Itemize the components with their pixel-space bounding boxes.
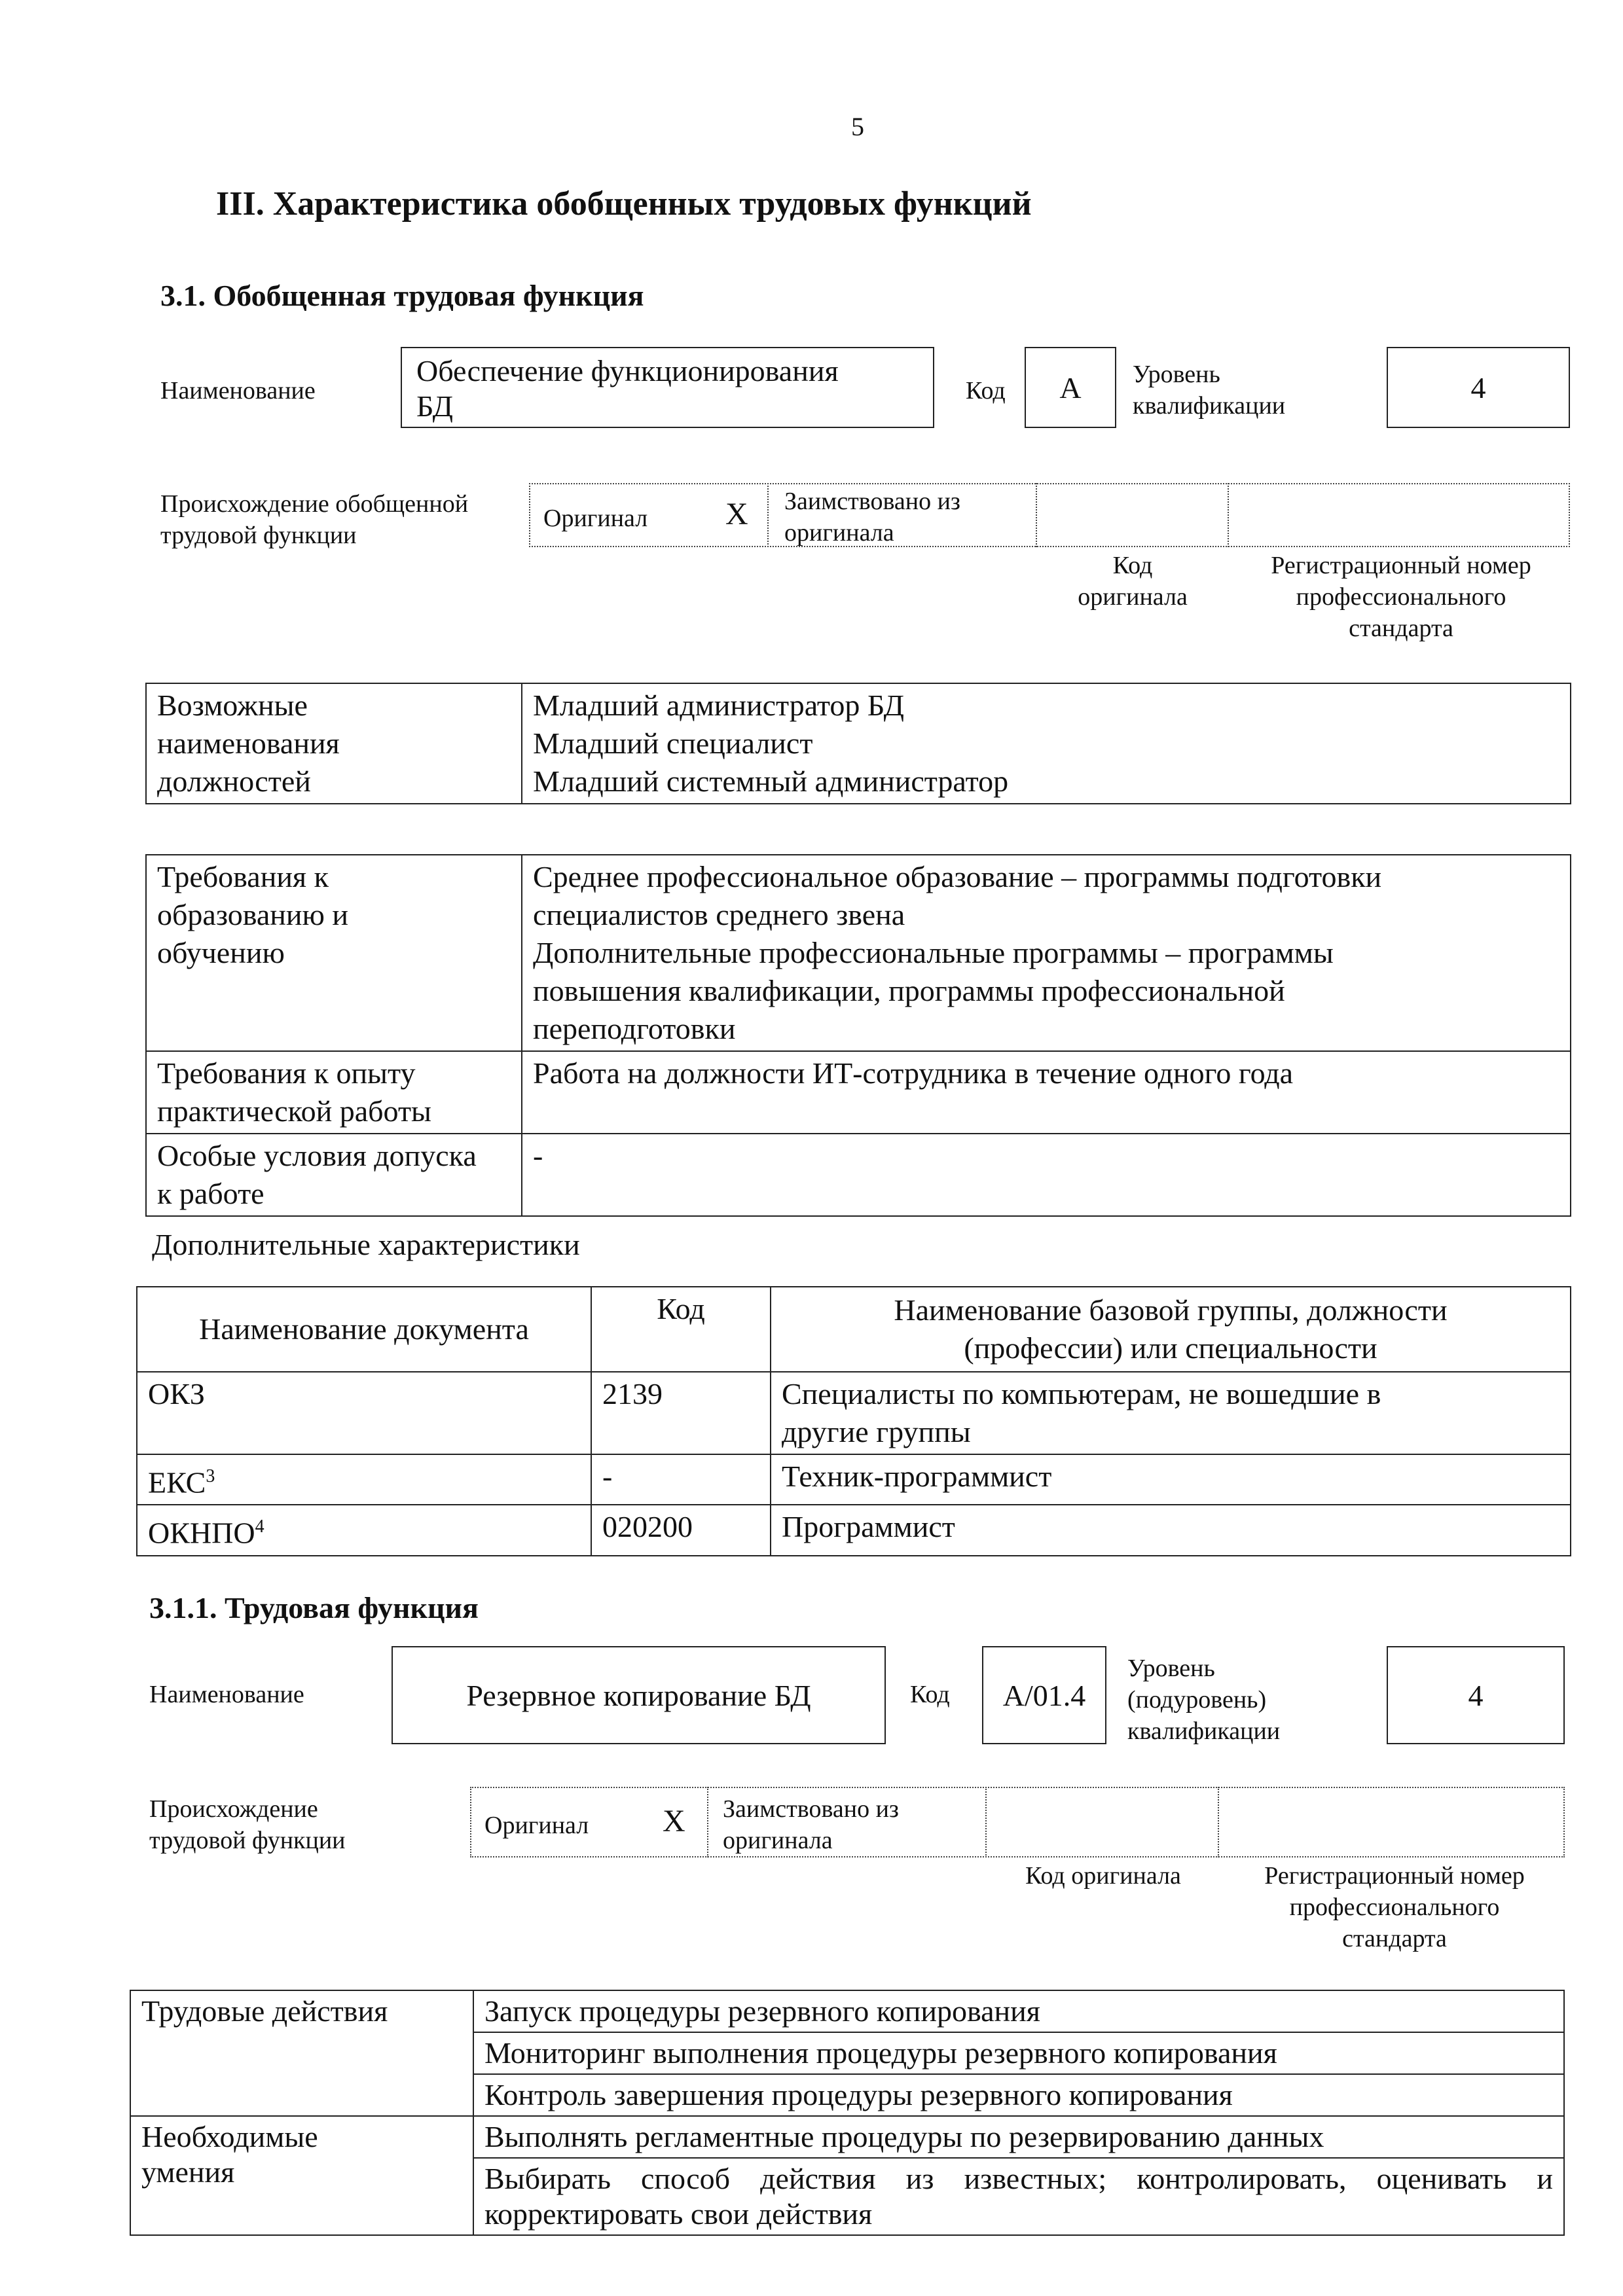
gtf-borrowed-1: Заимствовано из (784, 488, 960, 515)
special-label-1: Особые условия допуска (157, 1139, 477, 1172)
skill-item: Выполнять регламентные процедуры по резервированию данных (473, 2116, 1564, 2158)
name-line-2: другие группы (782, 1415, 971, 1448)
position-item: Младший системный администратор (533, 764, 1009, 798)
tf-reg-1: Регистрационный номер (1264, 1862, 1525, 1890)
gtf-reg-1: Регистрационный номер (1271, 552, 1531, 579)
tf-level-1: Уровень (1127, 1655, 1215, 1682)
gtf-name-value-2: БД (416, 389, 454, 423)
gtf-code-value: A (1025, 347, 1116, 428)
table-row (137, 1372, 1571, 1454)
tf-reg-2: профессионального (1289, 1893, 1500, 1921)
edu-label-2: образованию и (157, 898, 348, 931)
gtf-name-value-1: Обеспечение функционирования (416, 354, 839, 387)
edu-line: специалистов среднего звена (533, 898, 905, 931)
tf-level-value: 4 (1387, 1646, 1565, 1744)
requirements-table (145, 854, 1571, 1217)
special-label-2: к работе (157, 1177, 264, 1210)
tf-origin-1: Происхождение (149, 1795, 318, 1823)
gtf-origin-divider-3 (1228, 483, 1230, 547)
special-value: - (522, 1134, 1571, 1216)
gtf-level-label-1: Уровень (1133, 361, 1220, 388)
skill2-line-1: Выбирать способ действия из известных; контролировать, оценивать и (484, 2162, 1553, 2195)
tf-origin-label (149, 1793, 346, 1856)
gtf-name-label: Наименование (160, 377, 316, 404)
doc-name: ОКНПО (148, 1516, 255, 1550)
tf-original-mark: X (663, 1804, 685, 1839)
skills-label-2: умения (141, 2155, 235, 2189)
gtf-level-label (1133, 359, 1285, 422)
tf-level-2: (подуровень) (1127, 1686, 1267, 1713)
edu-line: Среднее профессиональное образование – программы подготовки (533, 860, 1382, 893)
gtf-borrowed-2: оригинала (784, 519, 894, 547)
positions-label-1: Возможные (157, 689, 308, 722)
positions-label (146, 683, 522, 804)
tf-reg-caption (1224, 1860, 1565, 1954)
positions-label-3: должностей (157, 764, 311, 798)
tf-name-label: Наименование (149, 1681, 304, 1708)
positions-label-2: наименования (157, 726, 340, 760)
tf-heading: 3.1.1. Трудовая функция (149, 1591, 479, 1624)
action-item: Мониторинг выполнения процедуры резервного копирования (473, 2032, 1564, 2074)
page-number: 5 (851, 112, 864, 141)
tf-borrowed-1: Заимствовано из (723, 1795, 899, 1823)
special-label (146, 1134, 522, 1216)
exp-label-2: практической работы (157, 1094, 431, 1128)
section-title: III. Характеристика обобщенных трудовых функций (216, 185, 1032, 223)
gtf-level-value: 4 (1387, 347, 1570, 428)
tf-original-label: Оригинал (484, 1812, 589, 1839)
tf-borrowed-2: оригинала (723, 1827, 833, 1854)
gtf-code-label: Код (966, 377, 1006, 404)
name-cell: Техник-программист (771, 1454, 1571, 1505)
gtf-orig-code-caption (1041, 550, 1224, 613)
gtf-origin-strip (529, 483, 1570, 547)
exp-label-1: Требования к опыту (157, 1056, 416, 1090)
tf-orig-code-caption: Код оригинала (1025, 1862, 1181, 1890)
edu-line: переподготовки (533, 1012, 736, 1045)
gtf-origin-divider-1 (767, 483, 770, 547)
col-name-header-1: Наименование базовой группы, должности (894, 1293, 1448, 1327)
skill-item (473, 2158, 1564, 2235)
positions-table (145, 683, 1571, 804)
table-row (137, 1454, 1571, 1505)
skills-label-1: Необходимые (141, 2120, 318, 2153)
action-item: Запуск процедуры резервного копирования (473, 1990, 1564, 2032)
doc-cell (137, 1505, 591, 1555)
actions-label: Трудовые действия (130, 1990, 473, 2116)
gtf-origin-label-1: Происхождение обобщенной (160, 490, 469, 518)
gtf-level-label-2: квалификации (1133, 392, 1286, 420)
action-item: Контроль завершения процедуры резервного копирования (473, 2074, 1564, 2116)
doc-name: ЕКС (148, 1465, 206, 1499)
gtf-reg-2: профессионального (1296, 583, 1506, 611)
doc-name: ОКЗ (148, 1377, 205, 1410)
edu-label-3: обучению (157, 936, 285, 969)
edu-line: Дополнительные профессиональные программы – программы (533, 936, 1334, 969)
col-name-header-2: (профессии) или специальности (964, 1331, 1377, 1365)
position-item: Младший администратор БД (533, 689, 904, 722)
code-cell: 2139 (591, 1372, 771, 1454)
additional-heading: Дополнительные характеристики (152, 1228, 580, 1261)
gtf-reg-3: стандарта (1349, 615, 1453, 642)
tf-name-value: Резервное копирование БД (392, 1646, 886, 1744)
tf-origin-2: трудовой функции (149, 1827, 346, 1854)
name-cell (771, 1372, 1571, 1454)
name-cell: Программист (771, 1505, 1571, 1555)
footnote-mark: 4 (255, 1516, 264, 1537)
col-name-header (771, 1287, 1571, 1372)
skill2-line-2: корректировать свои действия (484, 2197, 873, 2231)
tf-level-label (1127, 1653, 1280, 1747)
gtf-name-box (401, 347, 934, 428)
col-doc-header: Наименование документа (137, 1287, 591, 1372)
tf-reg-3: стандарта (1342, 1925, 1447, 1952)
footnote-mark: 3 (206, 1466, 215, 1486)
edu-values (522, 855, 1571, 1051)
actions-table (130, 1990, 1565, 2236)
col-code-header: Код (591, 1287, 771, 1372)
skills-label (130, 2116, 473, 2235)
gtf-original-mark: X (725, 497, 748, 531)
name-line-1: Специалисты по компьютерам, не вошедшие в (782, 1377, 1381, 1410)
tf-origin-strip (470, 1787, 1565, 1857)
tf-level-3: квалификации (1127, 1717, 1281, 1745)
gtf-origin-label (160, 488, 468, 551)
gtf-origin-divider-2 (1036, 483, 1038, 547)
additional-table (136, 1286, 1571, 1556)
tf-code-label: Код (910, 1681, 950, 1708)
gtf-original-label: Оригинал (543, 505, 648, 532)
table-row (137, 1505, 1571, 1555)
positions-values (522, 683, 1571, 804)
tf-code-value: A/01.4 (982, 1646, 1106, 1744)
gtf-orig-code-1: Код (1112, 552, 1153, 579)
gtf-orig-code-2: оригинала (1078, 583, 1188, 611)
edu-label (146, 855, 522, 1051)
gtf-origin-label-2: трудовой функции (160, 522, 357, 549)
tf-origin-divider-3 (1218, 1787, 1220, 1857)
doc-cell (137, 1454, 591, 1505)
tf-origin-divider-2 (985, 1787, 988, 1857)
exp-value: Работа на должности ИТ-сотрудника в течение одного года (522, 1051, 1571, 1134)
exp-label (146, 1051, 522, 1134)
edu-label-1: Требования к (157, 860, 329, 893)
tf-origin-divider-1 (707, 1787, 710, 1857)
tf-borrowed-label (723, 1793, 899, 1856)
position-item: Младший специалист (533, 726, 813, 760)
doc-cell (137, 1372, 591, 1454)
gtf-heading: 3.1. Обобщенная трудовая функция (160, 279, 644, 312)
edu-line: повышения квалификации, программы профессиональной (533, 974, 1285, 1007)
code-cell: 020200 (591, 1505, 771, 1555)
gtf-borrowed-label (784, 486, 960, 548)
code-cell: - (591, 1454, 771, 1505)
gtf-reg-caption (1231, 550, 1571, 644)
